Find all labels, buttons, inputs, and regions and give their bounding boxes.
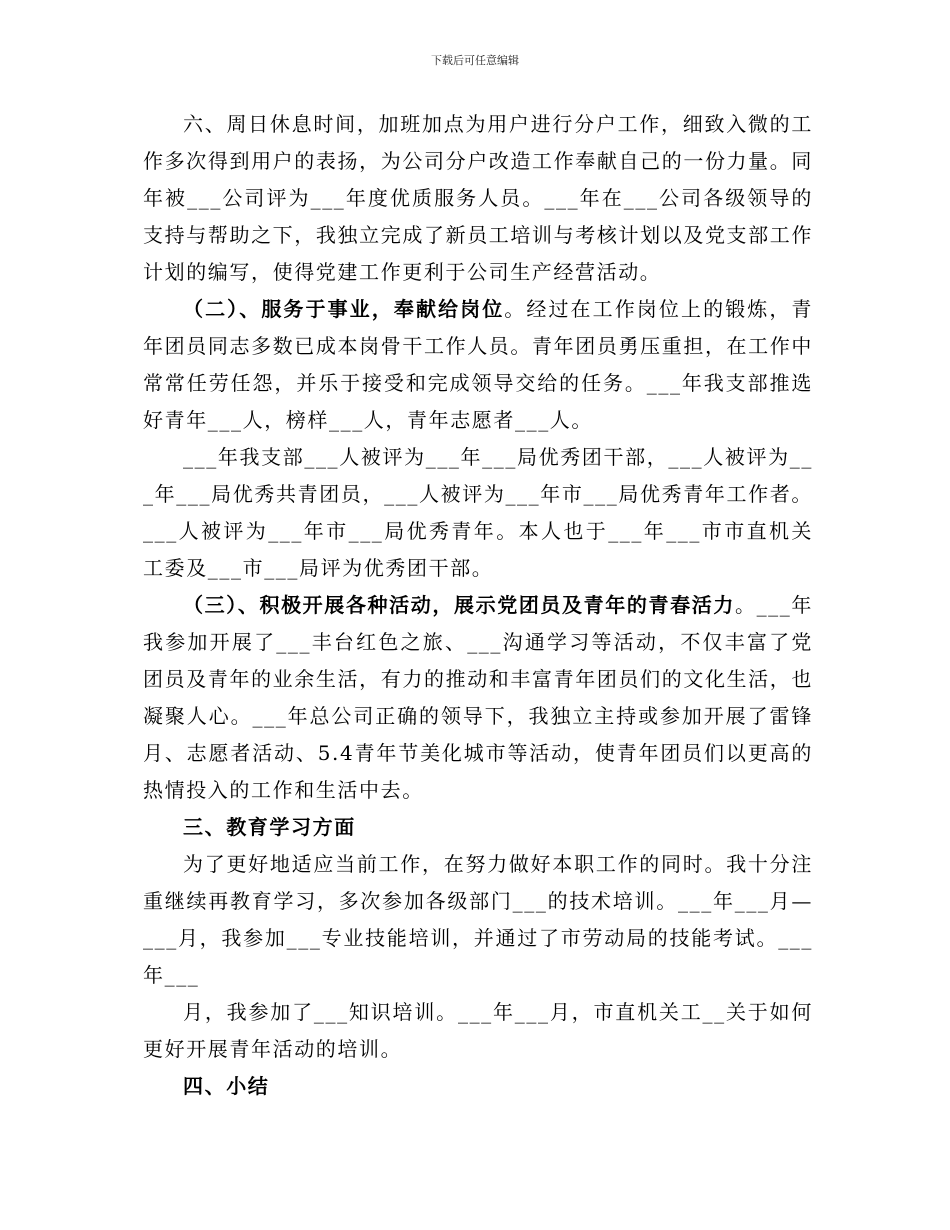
paragraph-activities-text: 。___年我参加开展了___丰台红色之旅、___沟通学习等活动，不仅丰富了党团员及青年的业余生活，有力的推动和丰富青年团员们的文化生活，也凝聚人心。___年总公司正确的领导下，我独立主持或参加开展了雷锋月、志愿者活动、5.4青年节美化城市等活动，使青年团员们以更高的热情投入的工作和生活中去。	[143, 593, 813, 802]
paragraph-training: 月，我参加了___知识培训。___年___月，市直机关工__关于如何更好开展青年活动的培训。	[143, 1000, 813, 1061]
section-heading-dedication: （二）、服务于事业，奉献给岗位	[183, 297, 505, 321]
section-heading-activities: （三）、积极开展各种活动，展示党团员及青年的青春活力	[183, 593, 735, 617]
section-heading-summary: 四、小结	[183, 1074, 270, 1098]
page-header: 下载后可任意编辑	[431, 54, 519, 67]
paragraph-activities	[143, 587, 813, 809]
paragraph-awards: ___年我支部___人被评为___年___局优秀团干部，___人被评为___年___局优秀共青团员，___人被评为___年市___局优秀青年工作者。___人被评为___年市___局优秀青年。本人也于___年___市市直机关工委及___市___局评为优秀团干部。	[143, 445, 813, 580]
document-body	[143, 106, 813, 1105]
paragraph-dedication	[143, 291, 813, 439]
paragraph-service-work: 六、周日休息时间，加班加点为用户进行分户工作，细致入微的工作多次得到用户的表扬，为公司分户改造工作奉献自己的一份力量。同年被___公司评为___年度优质服务人员。___年在___公司各级领导的支持与帮助之下，我独立完成了新员工培训与考核计划以及党支部工作计划的编写，使得党建工作更利于公司生产经营活动。	[143, 112, 813, 284]
paragraph-dedication-text: 。经过在工作岗位上的锻炼，青年团员同志多数已成本岗骨干工作人员。青年团员勇压重担，在工作中常常任劳任怨，并乐于接受和完成领导交给的任务。___年我支部推选好青年___人，榜样___人，青年志愿者___人。	[143, 297, 814, 432]
paragraph-education: 为了更好地适应当前工作，在努力做好本职工作的同时。我十分注重继续再教育学习，多次参加各级部门___的技术培训。___年___月—___月，我参加___专业技能培训，并通过了市劳动局的技能考试。___年___	[143, 852, 813, 987]
section-heading-education: 三、教育学习方面	[183, 815, 356, 839]
